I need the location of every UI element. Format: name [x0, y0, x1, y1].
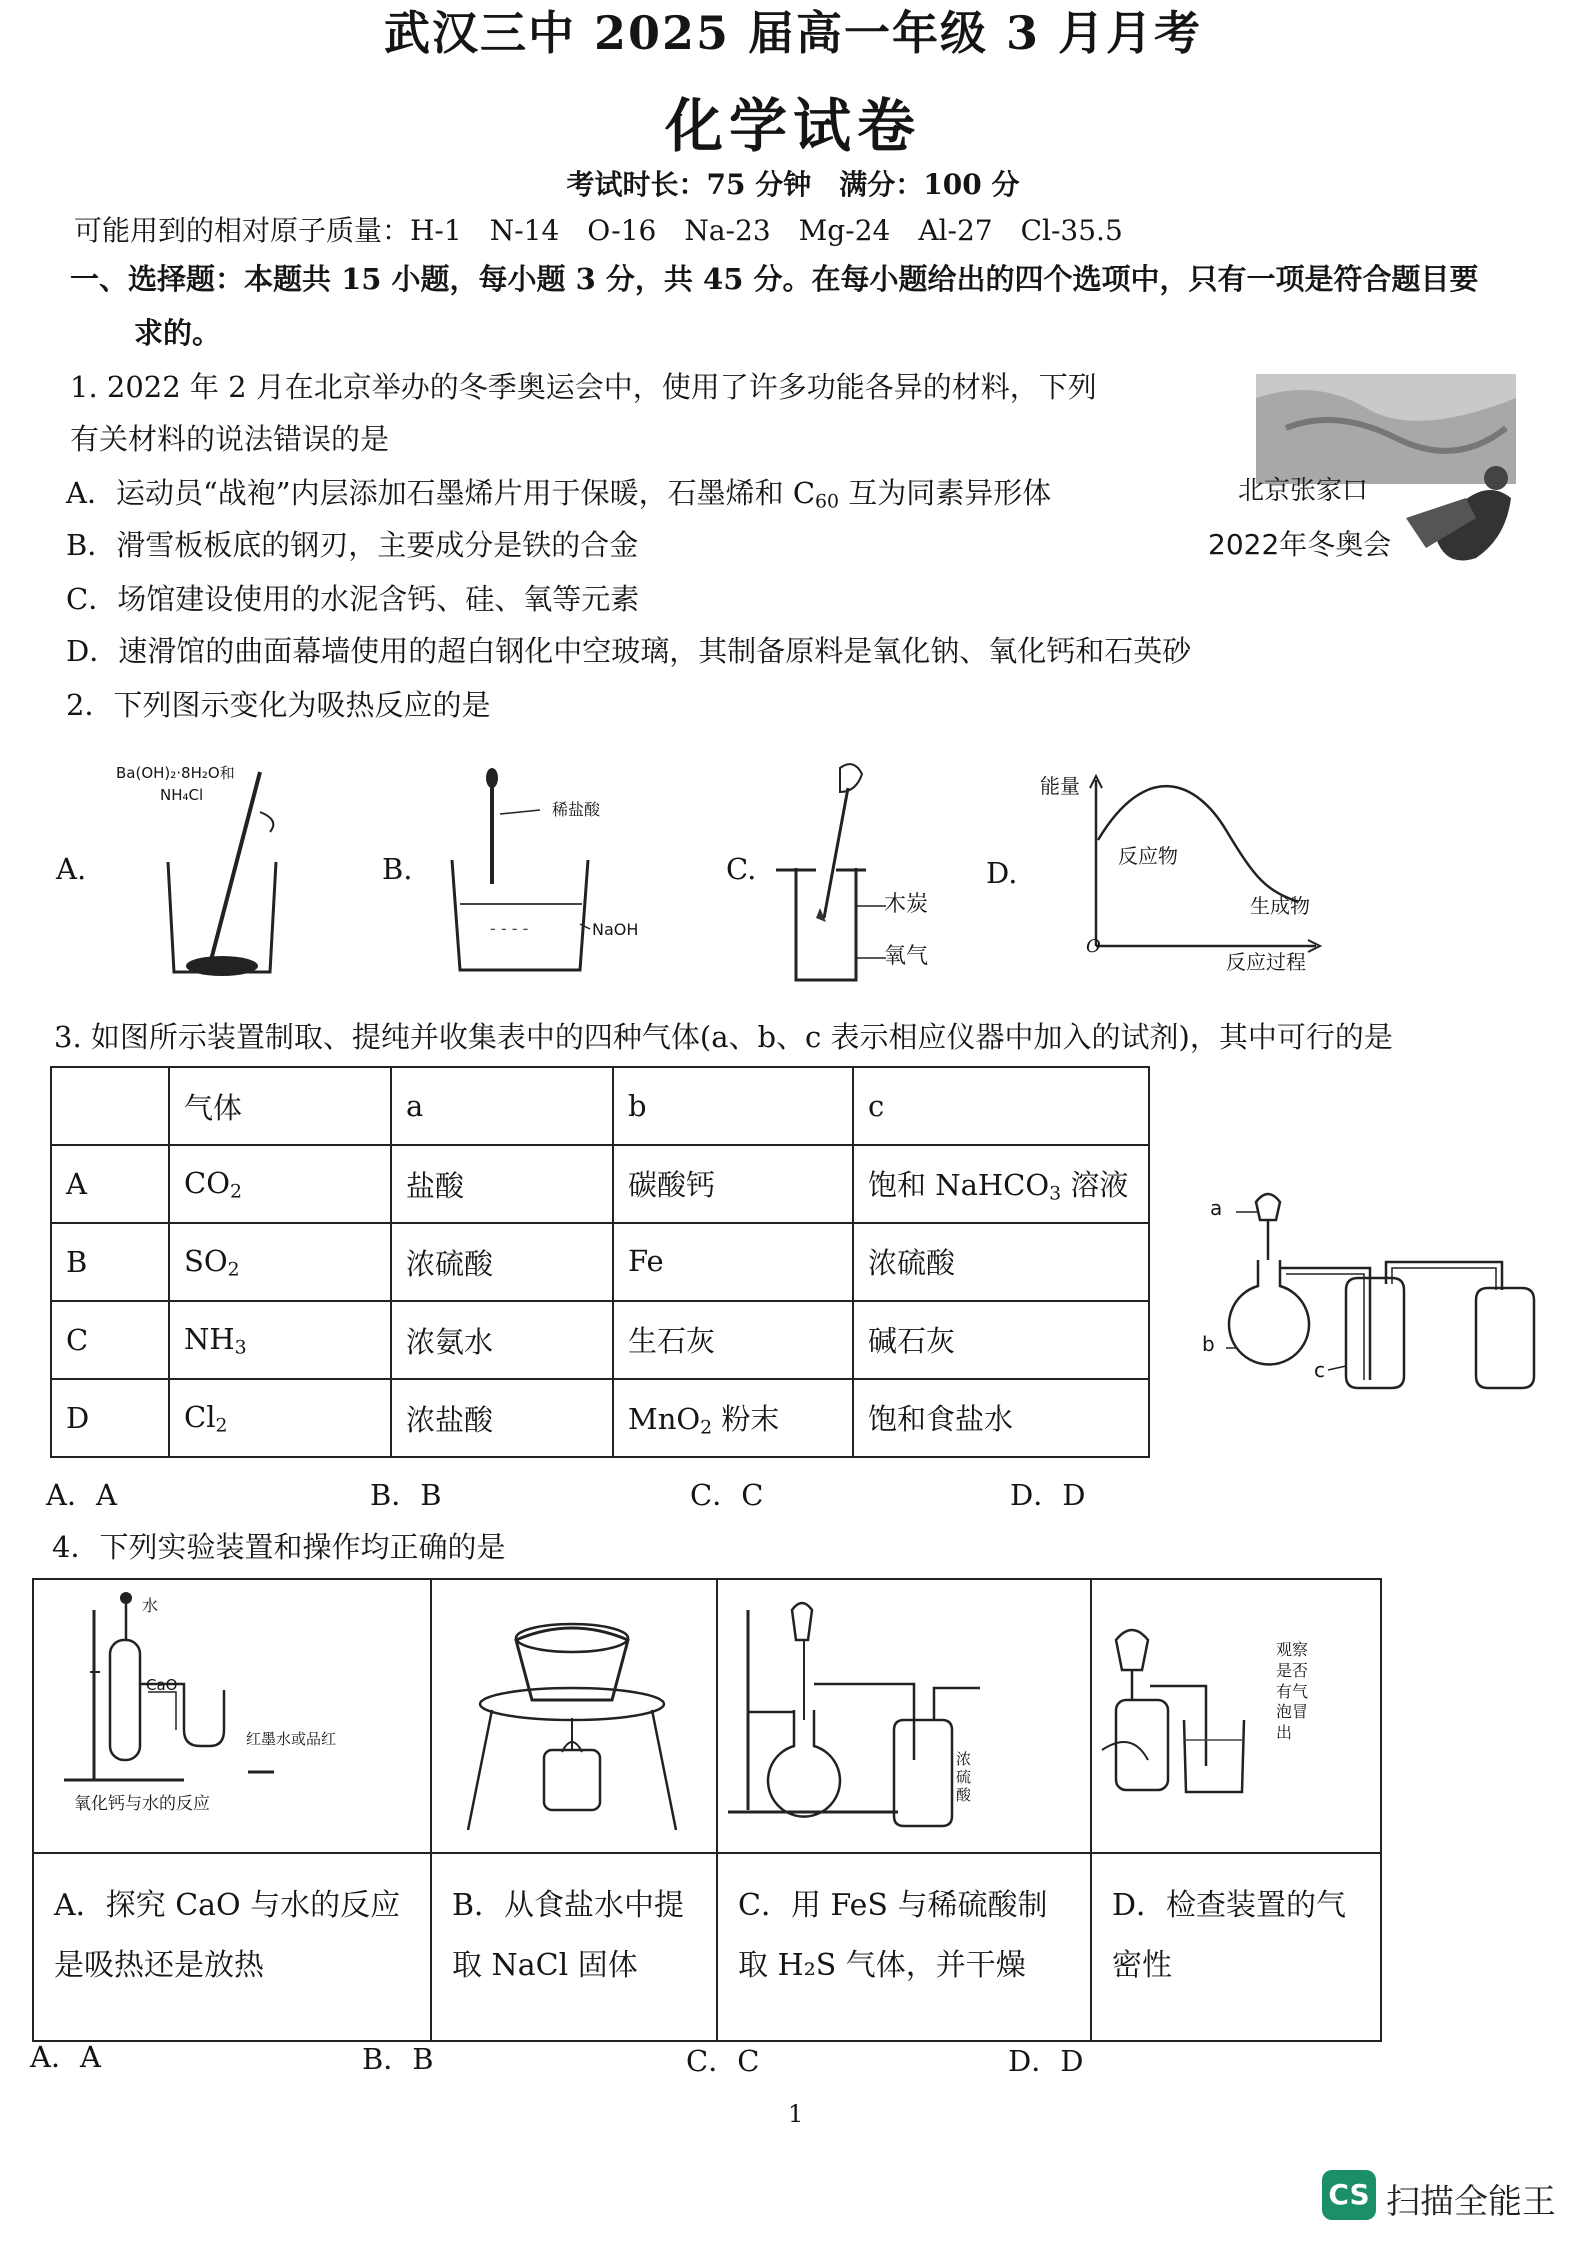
q4-caption-a: A．探究 CaO 与水的反应是吸热还是放热 — [33, 1853, 431, 2041]
q3-header-cell: b — [613, 1067, 853, 1145]
q3-cell-gas: $CO_2$ — [169, 1145, 391, 1223]
q4-caption-d: D．检查装置的气密性 — [1091, 1853, 1381, 2041]
q3-apparatus-figure — [1196, 1180, 1560, 1400]
q1-stem-line1: 1. 2022 年 2 月在北京举办的冬季奥运会中，使用了许多功能各异的材料，下列 — [70, 370, 1097, 404]
q4-d-label: 观察是否有气泡冒出 — [1276, 1640, 1309, 1743]
table-row — [51, 1379, 1149, 1457]
q3-cell-gas: $Cl_2$ — [169, 1379, 391, 1457]
q1-image-caption2: 2022年冬奥会 — [1208, 528, 1392, 561]
q2-a-label1: Ba(OH)₂·8H₂O和 — [116, 764, 235, 782]
q4-figure-c — [717, 1579, 1091, 1853]
q2-label-c: C. — [726, 852, 757, 886]
q3-cell-a: 浓盐酸 — [391, 1379, 613, 1457]
q2-label-a: A. — [56, 852, 87, 886]
q3-cell-c: 饱和 NaHCO$_3$ 溶液 — [853, 1145, 1149, 1223]
q4-answer-d: D．D — [1008, 2044, 1084, 2078]
q4-table — [32, 1578, 1382, 2042]
q4-answer-a: A．A — [30, 2040, 101, 2074]
exam-info: 考试时长：75 分钟 满分：100 分 — [566, 168, 1020, 201]
q3-fig-label-c: c — [1314, 1358, 1325, 1382]
q1-option-c: C．场馆建设使用的水泥含钙、硅、氧等元素 — [66, 582, 640, 616]
q3-stem: 3. 如图所示装置制取、提纯并收集表中的四种气体(a、b、c 表示相应仪器中加入的试剂)，其中可行的是 — [54, 1020, 1393, 1054]
q4-c-label: 浓硫酸 — [956, 1750, 972, 1804]
q4-a-water-label: 水 — [142, 1596, 159, 1615]
q2-figure-a — [110, 752, 300, 982]
q2-figure-b — [430, 764, 670, 984]
q3-header-cell — [51, 1067, 169, 1145]
q1-option-b: B．滑雪板板底的钢刃，主要成分是铁的合金 — [66, 528, 639, 562]
q3-cell-c: 饱和食盐水 — [853, 1379, 1149, 1457]
q2-d-xlabel: 反应过程 — [1226, 950, 1306, 974]
q3-answer-b: B．B — [370, 1478, 442, 1512]
q4-figure-a — [33, 1579, 431, 1853]
section-instruction-line2: 求的。 — [134, 316, 222, 350]
q2-label-b: B. — [382, 852, 413, 886]
q3-answer-c: C．C — [690, 1478, 764, 1512]
q2-d-reactant: 反应物 — [1118, 844, 1178, 868]
q3-header-cell: c — [853, 1067, 1149, 1145]
q4-figure-row — [33, 1579, 1381, 1853]
q4-a-cao-label: CaO — [146, 1676, 178, 1694]
q2-stem: 2．下列图示变化为吸热反应的是 — [66, 688, 491, 722]
q2-b-label2: NaOH — [592, 920, 639, 939]
q4-caption-row — [33, 1853, 1381, 2041]
table-row — [51, 1301, 1149, 1379]
q3-header-cell: 气体 — [169, 1067, 391, 1145]
q3-header-cell: a — [391, 1067, 613, 1145]
table-row — [51, 1145, 1149, 1223]
q2-b-label1: 稀盐酸 — [552, 800, 601, 819]
q4-answer-c: C．C — [686, 2044, 760, 2078]
q2-d-origin: O — [1086, 936, 1101, 957]
q3-fig-label-b: b — [1202, 1332, 1215, 1356]
q3-cell-a: 浓硫酸 — [391, 1223, 613, 1301]
q3-cell-b: Fe — [613, 1223, 853, 1301]
q2-d-ylabel: 能量 — [1040, 774, 1080, 798]
q3-table-header — [51, 1067, 1149, 1145]
q1-option-a: A．运动员“战袍”内层添加石墨烯片用于保暖，石墨烯和 $C_{60}$ 互为同素异形体 — [66, 476, 1052, 513]
q3-answer-a: A．A — [46, 1478, 117, 1512]
q3-cell-c: 碱石灰 — [853, 1301, 1149, 1379]
q3-row-key: D — [51, 1379, 169, 1457]
q1-option-d: D．速滑馆的曲面幕墙使用的超白钢化中空玻璃，其制备原料是氧化钠、氧化钙和石英砂 — [66, 634, 1192, 668]
table-row — [51, 1223, 1149, 1301]
q4-figure-b — [431, 1579, 717, 1853]
q4-answer-b: B．B — [362, 2042, 434, 2076]
q3-cell-a: 盐酸 — [391, 1145, 613, 1223]
q3-cell-b: 生石灰 — [613, 1301, 853, 1379]
q4-caption-b: B．从食盐水中提取 NaCl 固体 — [431, 1853, 717, 2041]
q2-figure-d — [1036, 770, 1336, 980]
q2-a-label2: NH₄Cl — [160, 786, 204, 804]
q3-cell-b: MnO$_2$ 粉末 — [613, 1379, 853, 1457]
q2-figure-c — [776, 758, 976, 988]
q4-a-side-label: 红墨水或品红 — [246, 1730, 337, 1748]
q1-stem-line2: 有关材料的说法错误的是 — [70, 422, 390, 456]
subject-title: 化学试卷 — [664, 92, 921, 160]
atomic-masses: 可能用到的相对原子质量：H-1 N-14 O-16 Na-23 Mg-24 Al-27 Cl-35.5 — [74, 214, 1123, 247]
q1-olympics-image — [1166, 368, 1526, 592]
q4-figure-d — [1091, 1579, 1381, 1853]
q3-cell-gas: $NH_3$ — [169, 1301, 391, 1379]
q3-answer-d: D．D — [1010, 1478, 1086, 1512]
camscanner-logo: CS — [1322, 2170, 1376, 2220]
q2-c-label1: 木炭 — [884, 892, 929, 917]
q3-row-key: B — [51, 1223, 169, 1301]
q2-c-label2: 氧气 — [884, 944, 929, 969]
q3-row-key: A — [51, 1145, 169, 1223]
q4-a-caption: 氧化钙与水的反应 — [74, 1794, 210, 1814]
q3-row-key: C — [51, 1301, 169, 1379]
svg-text:- - - -: - - - - — [490, 919, 529, 938]
page-number: 1 — [788, 2100, 804, 2128]
exam-title: 武汉三中 2025 届高一年级 3 月月考 — [383, 6, 1203, 60]
q3-cell-a: 浓氨水 — [391, 1301, 613, 1379]
q3-table — [50, 1066, 1150, 1458]
q4-stem: 4．下列实验装置和操作均正确的是 — [52, 1530, 506, 1564]
q2-label-d: D. — [986, 856, 1018, 890]
section-instruction-line1: 一、选择题：本题共 15 小题，每小题 3 分，共 45 分。在每小题给出的四个选项中，只有一项是符合题目要 — [70, 262, 1479, 296]
q3-cell-gas: $SO_2$ — [169, 1223, 391, 1301]
q3-fig-label-a: a — [1210, 1196, 1223, 1220]
q1-image-caption1: 北京张家口 — [1238, 476, 1369, 506]
camscanner-watermark: 扫描全能王 — [1386, 2182, 1556, 2222]
q4-caption-c: C．用 FeS 与稀硫酸制取 H₂S 气体，并干燥 — [717, 1853, 1091, 2041]
q3-cell-c: 浓硫酸 — [853, 1223, 1149, 1301]
q3-cell-b: 碳酸钙 — [613, 1145, 853, 1223]
q2-d-product: 生成物 — [1250, 894, 1310, 918]
